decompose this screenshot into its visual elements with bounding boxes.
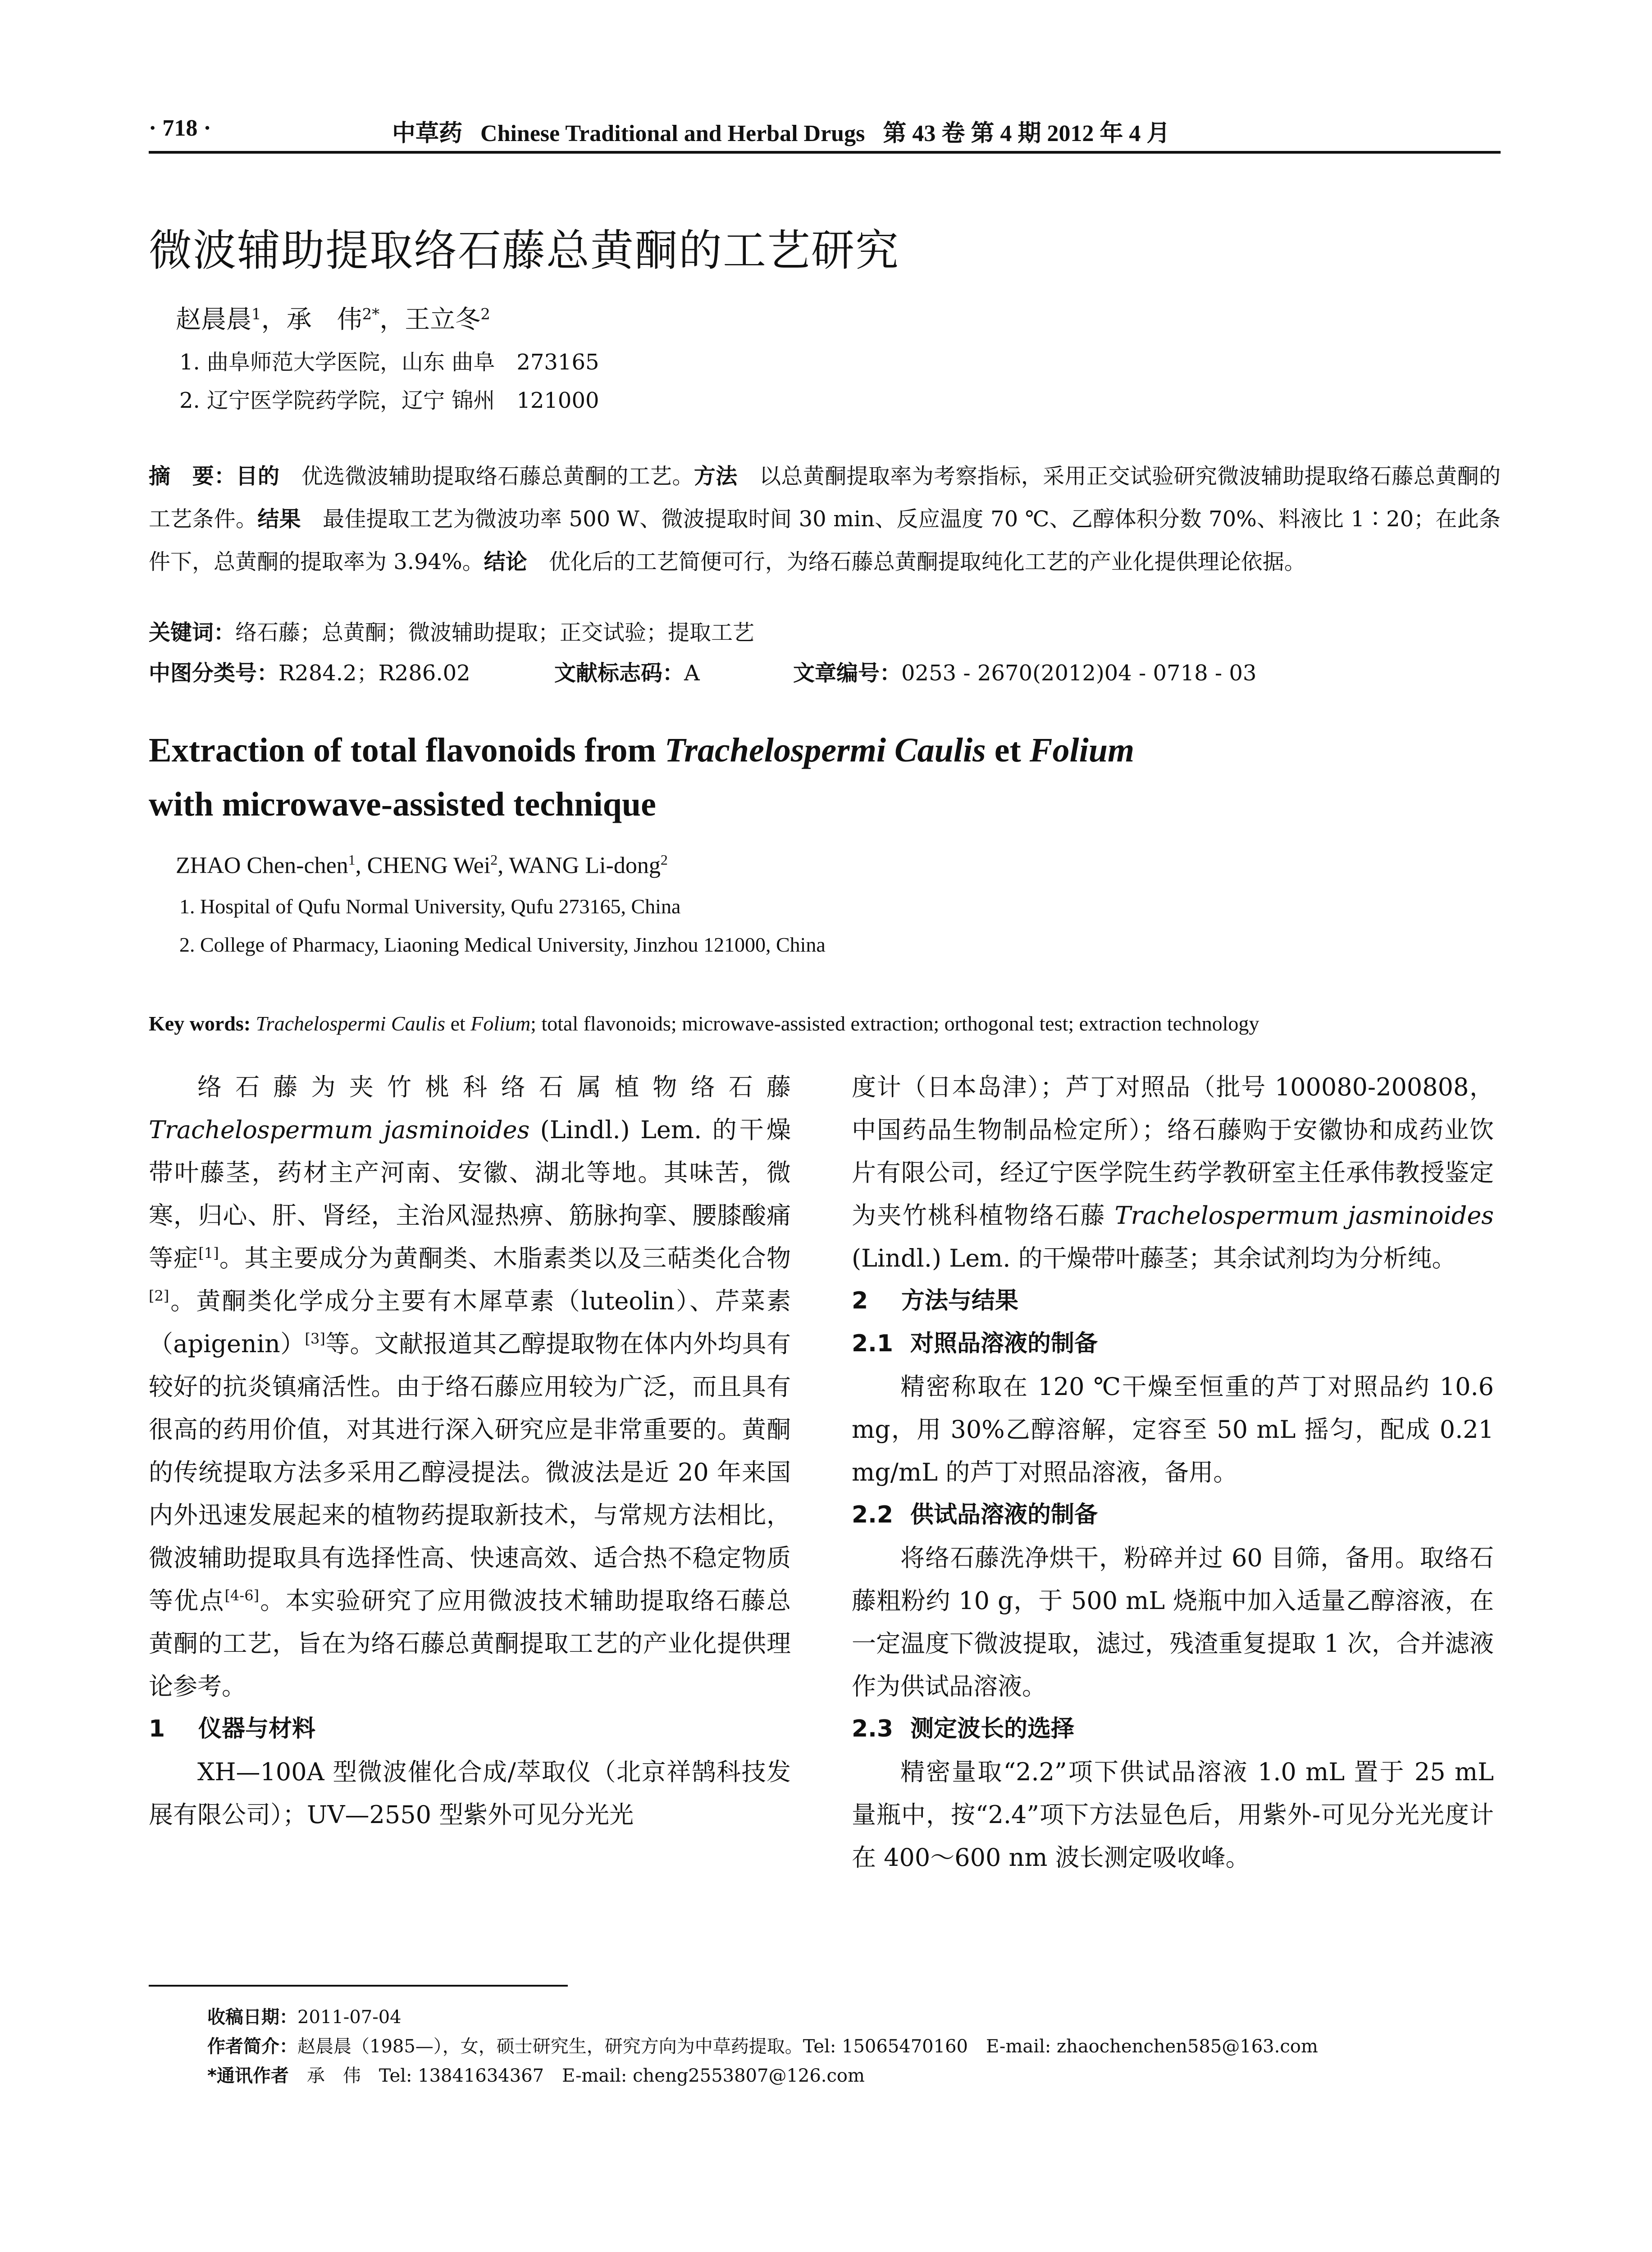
citation: [3]: [305, 1330, 325, 1347]
footnote-label: 作者简介：: [207, 2036, 297, 2057]
journal-name-cn: 中草药: [392, 119, 463, 147]
objective-text: 优选微波辅助提取络石藤总黄酮的工艺。: [301, 464, 694, 489]
body-paragraph: XH—100A 型微波催化合成/萃取仪（北京祥鹄科技发展有限公司）；UV—2550 型紫外可见分光光: [149, 1758, 791, 1829]
body-text: 等。文献报道其乙醇提取物在体内外均具有较好的抗炎镇痛活性。由于络石藤应用较为广泛，而且具有很高的药用价值，对其进行深入研究应是非常重要的。黄酮的传统提取方法多采用乙醇浸提法。微波法是近 20 年来国内外迅速发展起来的植物药提取新技术，与常规方法相比，微波辅助提取具有选择性高、快速高效、适合热不稳定物质等优点: [149, 1330, 791, 1615]
objective-label: 目的: [236, 464, 280, 489]
header-rule: [149, 151, 1501, 154]
footnote-label: 收稿日期：: [207, 2007, 297, 2028]
author-affiliation-mark: 2: [490, 852, 498, 868]
citation: [4-6]: [224, 1587, 260, 1604]
section-number: 2: [852, 1287, 868, 1314]
species-name: Trachelospermum jasminoides: [149, 1116, 530, 1144]
result-label: 结果: [257, 506, 301, 532]
footnote-rule: [149, 1985, 568, 1987]
intro-paragraph: [149, 1066, 791, 1708]
doc-code-value: A: [684, 661, 700, 686]
subsection-title: 对照品溶液的制备: [910, 1330, 1098, 1357]
footnote-author-bio: [207, 2032, 1318, 2058]
body-column-left: [149, 1066, 791, 1836]
keywords-cn: [149, 615, 1501, 646]
clc-label: 中图分类号：: [149, 661, 279, 686]
footnote-corresponding: [207, 2061, 865, 2087]
author-affiliation-mark: 1: [348, 852, 356, 868]
body-text: (Lindl.) Lem. 的干燥带叶藤茎，药材主产河南、安徽、湖北等地。其味苦，微寒，归心、肝、肾经，主治风湿热痹、筋脉拘挛、腰膝酸痛等症: [149, 1116, 791, 1272]
author-name: 承 伟: [286, 305, 362, 334]
author-affiliation-mark: 2*: [362, 305, 380, 324]
body-paragraph: [852, 1066, 1494, 1280]
title-en-italic: Folium: [1029, 731, 1135, 769]
body-paragraph: 将络石藤洗净烘干，粉碎并过 60 目筛，备用。取络石藤粗粉约 10 g，于 500 mL 烧瓶中加入适量乙醇溶液，在一定温度下微波提取，滤过，残渣重复提取 1 次，合并滤液作为供试品溶液。: [852, 1544, 1494, 1700]
body-column-right: [852, 1066, 1494, 1879]
keywords-en: [149, 1012, 1501, 1035]
body-text: 。本实验研究了应用微波技术辅助提取络石藤总黄酮的工艺，旨在为络石藤总黄酮提取工艺的产业化提供理论参考。: [149, 1586, 791, 1700]
author-affiliation-mark: 2: [660, 852, 668, 868]
abstract-label: 摘 要：: [149, 464, 236, 489]
author-affiliation-mark: 2: [480, 305, 490, 324]
doc-code-label: 文献标志码：: [554, 661, 685, 686]
author-name-en: ZHAO Chen-chen: [176, 852, 348, 879]
authors-cn: [176, 300, 490, 336]
footnote-text: 2011-07-04: [297, 2007, 402, 2028]
body-text: 。其主要成分为黄酮类、木脂素类以及三萜类化合物: [219, 1244, 791, 1272]
journal-issue: 第 43 卷 第 4 期 2012 年 4 月: [883, 121, 1170, 146]
species-name: Trachelospermum jasminoides: [1114, 1201, 1494, 1230]
author-affiliation-mark: 1: [251, 305, 261, 324]
section-heading: [852, 1280, 1494, 1322]
body-text: 。黄酮类化学成分主要有木犀草素（luteolin）、芹菜素（apigenin）: [149, 1287, 791, 1358]
document-code: [554, 656, 793, 687]
method-label: 方法: [694, 464, 738, 489]
citation: [2]: [149, 1287, 169, 1304]
affiliation-en-2: 2. College of Pharmacy, Liaoning Medical University, Jinzhou 121000, China: [179, 933, 826, 956]
article-no-label: 文章编号：: [793, 661, 902, 686]
author-name: 赵晨晨: [176, 305, 251, 334]
keywords-label: 关键词：: [149, 620, 236, 645]
keywords-en-text: et: [445, 1012, 471, 1035]
subsection-number: 2.2: [852, 1501, 894, 1528]
subsection-title: 测定波长的选择: [910, 1715, 1075, 1742]
footnote-received: [207, 2003, 402, 2029]
keywords-en-italic: Folium: [470, 1012, 531, 1035]
subsection-heading: [852, 1322, 1494, 1365]
body-text: (Lindl.) Lem. 的干燥带叶藤茎；其余试剂均为分析纯。: [852, 1244, 1456, 1272]
body-paragraph: 精密称取在 120 ℃干燥至恒重的芦丁对照品约 10.6 mg，用 30%乙醇溶解，定容至 50 mL 摇匀，配成 0.21 mg/mL 的芦丁对照品溶液，备用。: [852, 1372, 1494, 1486]
abstract-cn: [149, 455, 1501, 584]
section-heading: [149, 1708, 791, 1751]
footnote-text: 承 伟 Tel: 13841634367 E-mail: cheng2553807@126.com: [306, 2065, 865, 2086]
article-title-cn: 微波辅助提取络石藤总黄酮的工艺研究: [149, 225, 899, 276]
conclusion-label: 结论: [484, 549, 527, 574]
method-text: 以总黄酮提取率为考察指标，采用正交试验研究微波辅助提取络石藤总黄酮的工艺条件。: [149, 464, 1501, 532]
keywords-text: 络石藤；总黄酮；微波辅助提取；正交试验；提取工艺: [235, 620, 755, 645]
affiliation-cn-2: 2. 辽宁医学院药学院，辽宁 锦州 121000: [179, 388, 599, 413]
affiliation-en-1: 1. Hospital of Qufu Normal University, Qufu 273165, China: [179, 895, 681, 918]
keywords-en-text: ; total flavonoids; microwave-assisted extraction; orthogonal test; extraction technology: [530, 1012, 1260, 1035]
subsection-title: 供试品溶液的制备: [910, 1501, 1098, 1528]
body-paragraph: 精密量取“2.2”项下供试品溶液 1.0 mL 置于 25 mL 量瓶中，按“2.4”项下方法显色后，用紫外-可见分光光度计在 400～600 nm 波长测定吸收峰。: [852, 1758, 1494, 1872]
title-en-text: with microwave-assisted technique: [149, 785, 656, 823]
keywords-en-label: Key words:: [149, 1012, 251, 1035]
author-separator: ，: [379, 305, 405, 334]
keywords-en-italic: Trachelospermi Caulis: [256, 1012, 446, 1035]
section-title: 仪器与材料: [198, 1715, 316, 1742]
clc-number: [149, 656, 554, 687]
author-name: 王立冬: [405, 305, 481, 334]
clc-value: R284.2；R286.02: [278, 661, 470, 686]
subsection-heading: [852, 1708, 1494, 1751]
subsection-number: 2.1: [852, 1330, 894, 1357]
article-no-value: 0253 - 2670(2012)04 - 0718 - 03: [901, 661, 1257, 686]
section-number: 1: [149, 1715, 165, 1742]
result-text: 最佳提取工艺为微波功率 500 W、微波提取时间 30 min、反应温度 70 ℃、乙醇体积分数 70%、料液比 1∶20；在此条件下，总黄酮的提取率为 3.94%。: [149, 506, 1501, 574]
footnote-label: *通讯作者: [207, 2065, 289, 2086]
title-en-text: et: [986, 731, 1030, 769]
author-separator: ，: [261, 305, 287, 334]
body-text: 度计（日本岛津）；芦丁对照品（批号 100080-200808，中国药品生物制品检定所）；络石藤购于安徽协和成药业饮片有限公司，经辽宁医学院生药学教研室主任承伟教授鉴定为夹竹桃科植物络石藤: [852, 1073, 1494, 1230]
body-text: 络石藤为夹竹桃科络石属植物络石藤: [197, 1073, 791, 1101]
article-number: [793, 656, 1256, 687]
section-title: 方法与结果: [901, 1287, 1019, 1314]
title-en-italic: Trachelospermi Caulis: [664, 731, 986, 769]
footnote-text: 赵晨晨（1985—），女，硕士研究生，研究方向为中草药提取。Tel: 15065470160 E-mail: zhaochenchen585@163.com: [297, 2036, 1318, 2057]
page-number: · 718 ·: [149, 115, 211, 141]
subsection-heading: [852, 1494, 1494, 1536]
journal-name-en: Chinese Traditional and Herbal Drugs: [480, 121, 865, 146]
affiliation-cn-1: 1. 曲阜师范大学医院，山东 曲阜 273165: [179, 350, 599, 375]
citation: [1]: [198, 1245, 219, 1262]
author-name-en: , WANG Li-dong: [497, 852, 661, 879]
subsection-number: 2.3: [852, 1715, 894, 1742]
title-en-text: Extraction of total flavonoids from: [149, 731, 665, 769]
article-title-en: [149, 723, 1501, 831]
journal-name: [392, 114, 1170, 148]
conclusion-text: 优化后的工艺简便可行，为络石藤总黄酮提取纯化工艺的产业化提供理论依据。: [548, 549, 1306, 574]
author-name-en: , CHENG Wei: [355, 852, 491, 879]
running-header: [149, 110, 1501, 155]
authors-en: [176, 852, 668, 879]
article-meta: [149, 656, 1501, 687]
